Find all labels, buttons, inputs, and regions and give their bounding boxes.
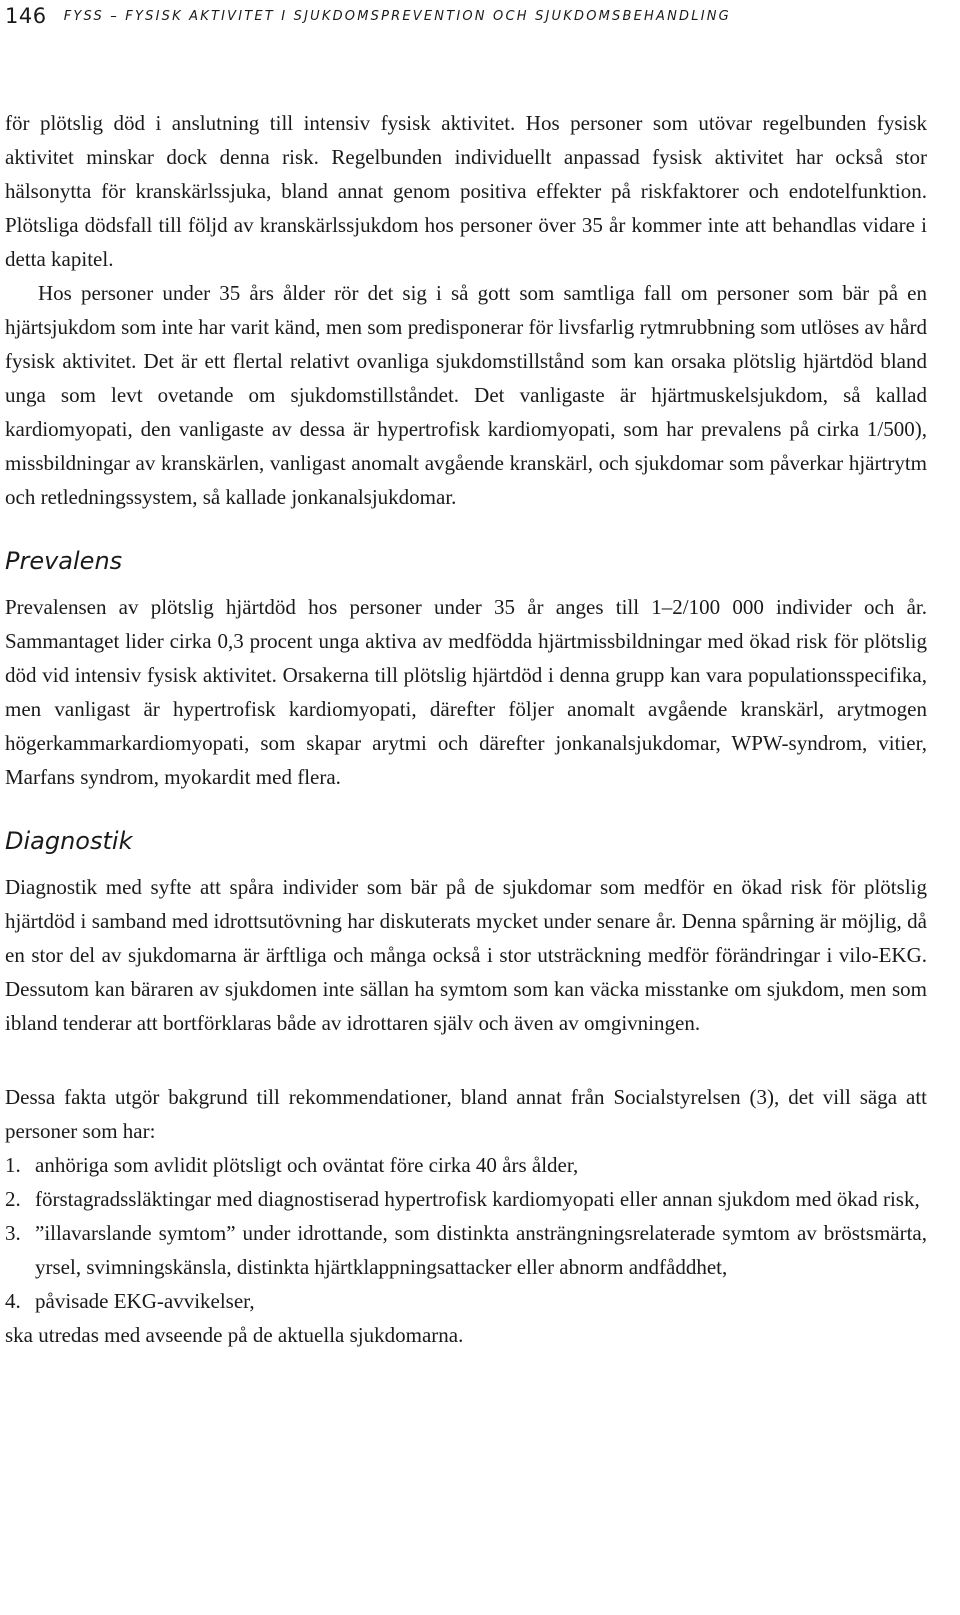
prevalens-heading: Prevalens (5, 547, 123, 575)
list-item-text: anhöriga som avlidit plötsligt och oväntat före cirka 40 års ålder, (35, 1153, 579, 1177)
criteria-list (5, 1148, 927, 1318)
document-page (5, 0, 927, 1615)
diagnostik-conclusion: ska utredas med avseende på de aktuella sjukdomarna. (5, 1323, 464, 1347)
list-item (5, 1216, 927, 1284)
list-item-number: 1. (5, 1153, 21, 1177)
list-item-number: 3. (5, 1221, 21, 1245)
page-number: 146 (5, 4, 47, 28)
diagnostik-paragraph-1: Diagnostik med syfte att spåra individer som bär på de sjukdomar som medför en ökad risk för plötslig hjärtdöd i samband med idrottsutövning har diskuterats mycket under senare år. Denna spårning är möjlig, då en stor del av sjukdomarna är ärftliga och många också i stor utsträckning medför förändringar i vilo-EKG. Dessutom kan bäraren av sjukdomen inte sällan ha symtom som kan väcka misstanke om sjukdom, men som ibland tenderar att bortförklaras både av idrottaren själv och även av omgivningen. (5, 875, 927, 1035)
list-item (5, 1148, 927, 1182)
body-text (5, 106, 927, 1352)
intro-paragraph-1: för plötslig död i anslutning till intensiv fysisk aktivitet. Hos personer som utövar regelbunden fysisk aktivitet minskar dock denna risk. Regelbunden individuellt anpassad fysisk aktivitet har också stor hälsonytta för kranskärlssjuka, bland annat genom positiva effekter på riskfaktorer och endotelfunktion. Plötsliga dödsfall till följd av kranskärlssjukdom hos personer över 35 år kommer inte att behandlas vidare i detta kapitel. (5, 111, 927, 271)
list-item-number: 4. (5, 1289, 21, 1313)
list-item-text: förstagradssläktingar med diagnostiserad hypertrofisk kardiomyopati eller annan sjukdom med ökad risk, (35, 1187, 920, 1211)
running-head (5, 4, 731, 28)
prevalens-paragraph: Prevalensen av plötslig hjärtdöd hos personer under 35 år anges till 1–2/100 000 individer och år. Sammantaget lider cirka 0,3 procent unga aktiva av medfödda hjärtmissbildningar med ökad risk för plötslig död vid intensiv fysisk aktivitet. Orsakerna till plötslig hjärtdöd i denna grupp kan vara populationsspecifika, men vanligast är hypertrofisk kardiomyopati, därefter följer anomalt avgående kranskärl, arytmogen högerkammarkardiomyopati, som skapar arytmi och därefter jonkanalsjukdomar, WPW-syndrom, vitier, Marfans syndrom, myokardit med flera. (5, 595, 927, 789)
paragraph-spacer (5, 1040, 927, 1080)
diagnostik-paragraph-2: Dessa fakta utgör bakgrund till rekommendationer, bland annat från Socialstyrelsen (3), det vill säga att personer som har: (5, 1085, 927, 1143)
list-item-number: 2. (5, 1187, 21, 1211)
list-item (5, 1284, 927, 1318)
running-title: FYSS – FYSISK AKTIVITET I SJUKDOMSPREVENTION OCH SJUKDOMSBEHANDLING (63, 9, 731, 24)
list-item-text: ”illavarslande symtom” under idrottande, som distinkta ansträngningsrelaterade symtom av bröstsmärta, yrsel, svimningskänsla, distinkta hjärtklappningsattacker eller abnorm andfåddhet, (35, 1221, 927, 1279)
diagnostik-heading: Diagnostik (5, 827, 133, 855)
intro-paragraph-2: Hos personer under 35 års ålder rör det sig i så gott som samtliga fall om personer som bär på en hjärtsjukdom som inte har varit känd, men som predisponerar för livsfarlig rytmrubbning som utlöses av hård fysisk aktivitet. Det är ett flertal relativt ovanliga sjukdomstillstånd som kan orsaka plötslig hjärtdöd bland unga som levt ovetande om sjukdomstillståndet. Det vanligaste är hjärtmuskelsjukdom, så kallad kardiomyopati, den vanligaste av dessa är hypertrofisk kardiomyopati, som har prevalens på cirka 1/500), missbildningar av kranskärlen, vanligast anomalt avgående kranskärl, och sjukdomar som påverkar hjärtrytm och retledningssystem, så kallade jonkanalsjukdomar. (5, 281, 927, 509)
list-item-text: påvisade EKG-avvikelser, (35, 1289, 255, 1313)
list-item (5, 1182, 927, 1216)
